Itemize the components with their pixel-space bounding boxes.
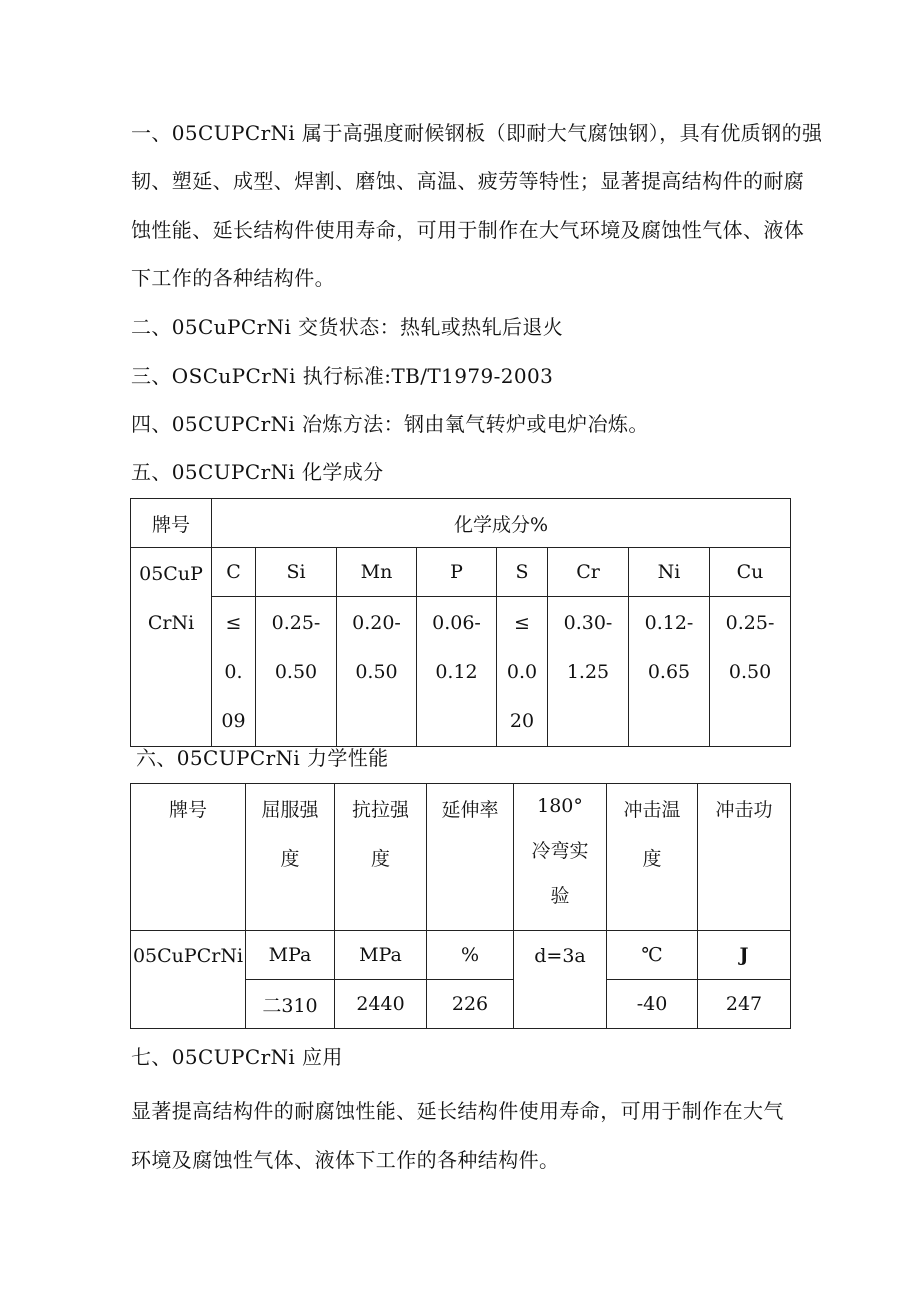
mech-header-brand xyxy=(131,784,246,931)
value-cr xyxy=(548,597,629,747)
value-ni xyxy=(629,597,710,747)
value-tensile: 2440 xyxy=(335,980,427,1029)
mech-header-yield-line-1: 屈服强 xyxy=(261,799,319,821)
mech-header-yield-line-2: 度 xyxy=(280,848,300,870)
chem-brand-header: 牌号 xyxy=(131,499,212,548)
value-mn xyxy=(337,597,417,747)
value-p-line-2: 0.12 xyxy=(435,661,478,683)
mech-header-bend-line-2: 冷弯实 xyxy=(531,840,589,862)
mech-header-tensile-line-2: 度 xyxy=(370,848,390,870)
application-heading: 七、05CUPCrNi 应用 xyxy=(131,1045,343,1069)
unit-tensile: MPa xyxy=(335,931,427,980)
value-c-line-3: 09 xyxy=(221,710,246,732)
chem-composition-table xyxy=(130,498,791,747)
mech-header-impact-temp-line-2: 度 xyxy=(642,848,662,870)
value-p xyxy=(417,597,497,747)
element-ni: Ni xyxy=(629,548,710,597)
value-s-line-2: 0.0 xyxy=(506,661,538,683)
element-mn: Mn xyxy=(337,548,417,597)
mech-header-yield-strength xyxy=(246,784,335,931)
smelting-method-line: 四、05CUPCrNi 冶炼方法：钢由氧气转炉或电炉冶炼。 xyxy=(131,412,649,436)
mech-header-elongation-text: 延伸率 xyxy=(441,799,499,821)
value-si xyxy=(256,597,337,747)
unit-impact-energy: J xyxy=(698,931,791,980)
mech-header-impact-temp xyxy=(607,784,698,931)
application-line-1: 显著提高结构件的耐腐蚀性能、延长结构件使用寿命，可用于制作在大气 xyxy=(131,1099,784,1123)
mech-header-impact-temp-line-1: 冲击温 xyxy=(623,799,681,821)
cold-bend-value-cell xyxy=(514,931,607,1029)
unit-yield: MPa xyxy=(246,931,335,980)
mech-header-impact-energy xyxy=(698,784,791,931)
chem-brand-cell xyxy=(131,548,212,747)
paragraph-1-line-3: 蚀性能、延长结构件使用寿命，可用于制作在大气环境及腐蚀性气体、液体 xyxy=(131,218,805,242)
value-cu xyxy=(710,597,791,747)
mech-header-brand-text: 牌号 xyxy=(168,799,207,821)
value-yield: 二310 xyxy=(246,980,335,1029)
chem-composition-header: 化学成分% xyxy=(212,499,791,548)
value-impact-energy: 247 xyxy=(698,980,791,1029)
element-cu: Cu xyxy=(710,548,791,597)
chem-composition-heading: 五、05CUPCrNi 化学成分 xyxy=(131,460,384,484)
mech-brand-text: 05CuPCrNi xyxy=(132,945,244,967)
mech-header-bend-line-3: 验 xyxy=(550,885,570,907)
chem-brand-line-2: CrNi xyxy=(147,612,195,634)
mechanical-properties-heading: 六、05CUPCrNi 力学性能 xyxy=(136,746,389,770)
unit-elongation: % xyxy=(427,931,514,980)
cold-bend-value: d=3a xyxy=(534,945,586,967)
value-s-line-3: 20 xyxy=(509,710,535,732)
delivery-state-line: 二、05CuPCrNi 交货状态：热轧或热轧后退火 xyxy=(131,315,564,339)
element-cr: Cr xyxy=(548,548,629,597)
value-si-line-2: 0.50 xyxy=(274,661,318,683)
value-mn-line-1: 0.20- xyxy=(352,612,401,634)
paragraph-1-line-2: 韧、塑延、成型、焊割、磨蚀、高温、疲劳等特性；显著提高结构件的耐腐 xyxy=(131,169,805,193)
value-cr-line-1: 0.30- xyxy=(563,612,613,634)
value-cr-line-2: 1.25 xyxy=(566,661,610,683)
element-s: S xyxy=(497,548,548,597)
paragraph-1-line-1: 一、05CUPCrNi 属于高强度耐候钢板（即耐大气腐蚀钢），具有优质钢的强 xyxy=(131,121,823,145)
standard-line: 三、OSCuPCrNi 执行标准:TB/T1979-2003 xyxy=(131,364,554,388)
element-si: Si xyxy=(256,548,337,597)
mech-header-tensile-strength xyxy=(335,784,427,931)
mech-header-tensile-line-1: 抗拉强 xyxy=(351,799,409,821)
paragraph-1-line-4: 下工作的各种结构件。 xyxy=(131,266,335,290)
element-c: C xyxy=(212,548,256,597)
value-ni-line-2: 0.65 xyxy=(647,661,691,683)
value-c-line-1: ≤ xyxy=(225,612,242,634)
value-c-line-2: 0. xyxy=(224,661,243,683)
value-mn-line-2: 0.50 xyxy=(355,661,398,683)
value-cu-line-2: 0.50 xyxy=(728,661,772,683)
value-cu-line-1: 0.25- xyxy=(725,612,775,634)
value-impact-temp: -40 xyxy=(607,980,698,1029)
application-line-2: 环境及腐蚀性气体、液体下工作的各种结构件。 xyxy=(131,1148,560,1172)
value-p-line-1: 0.06- xyxy=(432,612,481,634)
mech-header-impact-energy-text: 冲击功 xyxy=(715,799,773,821)
value-c xyxy=(212,597,256,747)
value-elongation: 226 xyxy=(427,980,514,1029)
mech-brand-cell xyxy=(131,931,246,1029)
value-ni-line-1: 0.12- xyxy=(644,612,694,634)
value-s xyxy=(497,597,548,747)
chem-brand-line-1: 05CuP xyxy=(139,563,203,585)
mech-header-elongation xyxy=(427,784,514,931)
unit-impact-temp: ℃ xyxy=(607,931,698,980)
mech-header-bend-line-1: 180° xyxy=(537,795,583,817)
value-s-line-1: ≤ xyxy=(514,612,530,634)
mech-header-cold-bend xyxy=(514,784,607,931)
element-p: P xyxy=(417,548,497,597)
value-si-line-1: 0.25- xyxy=(271,612,321,634)
mechanical-properties-table xyxy=(130,783,791,1029)
